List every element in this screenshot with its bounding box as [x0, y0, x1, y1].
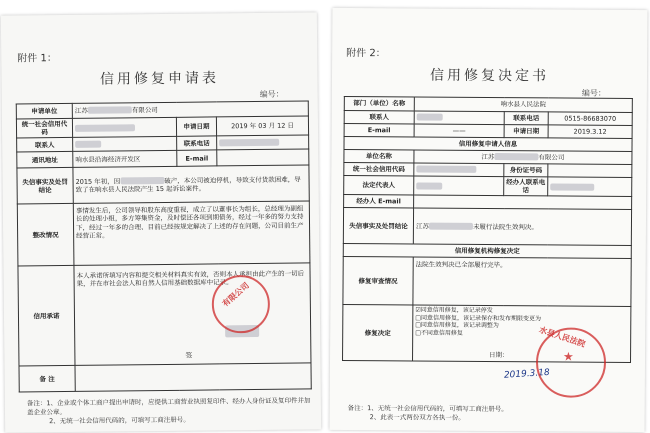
sign-date-label: 日期： [489, 351, 509, 360]
dept-label: 部门（单位）名称 [344, 96, 414, 110]
promise-text: 本人承诺所填写内容和提交相关材料真实有效，否则本人承担由此产生的一切后果，并在市社会法人和自然人信用基础数据库中记录。 [76, 269, 305, 289]
note-2: 2、无统一社会信用代码的，可填写工商注册号。 [49, 415, 190, 425]
phone-value: 0515-86683070 [548, 112, 632, 126]
company-seal-text: 有限公司 [220, 280, 251, 309]
redaction-blur [416, 166, 476, 173]
form-title: 信用修复申请表 [99, 70, 220, 88]
contact-label: 联系人 [17, 138, 73, 153]
review-value: 法院生效判决已全部履行完毕。 [413, 257, 631, 307]
promise-value [74, 263, 311, 365]
legal-label: 法定代表人 [344, 175, 414, 195]
redaction-blur [429, 223, 473, 230]
email-label: E-mail [344, 123, 414, 136]
option-approve-adjust: □同意信用修复，该记录调整为 [415, 321, 499, 330]
phone-label: 联系电话 [177, 136, 217, 150]
redaction-blur [219, 139, 279, 147]
rectify-value: 事情发生后，公司领导和股东高度重视，成立了以董事长为组长，总经理为副组长的处理小组，多方筹集资金，及时偿还各项到期债务，经过一年多的努力支持下，经过一年多的合理、目前已经按规定解决了上述的存在问题，公司目前生产经营正常。 [73, 201, 310, 265]
redaction-blur [550, 183, 594, 190]
decision-header: 信用修复机构修复决定 [343, 244, 631, 259]
redaction-blur [75, 124, 135, 132]
dept-value: 响水县人民法院 [414, 97, 632, 113]
agent-phone-label: 经办人联系电话 [504, 177, 548, 197]
application-table [16, 100, 312, 392]
decision-table [342, 96, 633, 363]
signature-label: 签 [185, 351, 193, 360]
form-notes [27, 396, 311, 425]
credit-code-label: 统一社会信用代码 [16, 118, 72, 138]
applicant-info-header: 信用修复申请人信息 [344, 136, 632, 151]
applicant-label: 申请单位 [16, 103, 72, 119]
email-value: —— [414, 124, 504, 138]
credit-code-value [414, 163, 504, 177]
redaction-blur [75, 141, 101, 148]
id-value [548, 164, 632, 178]
contact-label: 联系人 [344, 110, 414, 123]
agent-phone-value [548, 177, 632, 197]
applicant-value: 江苏 有限公司 [72, 101, 308, 118]
date-value: 2019.3.12 [548, 125, 632, 139]
option-approve-period: □同意信用修复，该记录保存和发布期限变更为 [415, 314, 542, 323]
note-2: 2、此表一式两份双方各执一份。 [369, 412, 465, 422]
contact-value [414, 111, 504, 125]
address-value: 响水县沿海经济开发区 [73, 151, 177, 168]
redaction-blur [417, 114, 443, 121]
doc-number-label: 编号： [581, 88, 606, 98]
facts-label: 失信事实及处罚结论 [343, 208, 413, 244]
note-1: 备注：1、无统一社会信用代码的，可填写工商注册号。 [347, 404, 508, 414]
phone-value [217, 135, 309, 150]
application-form-sheet [1, 12, 321, 432]
redaction-blur [416, 182, 442, 189]
facts-value: 2015 年初，因 破产，本公司被迫停机，导致支付货款困难，导致了在响水县人民法院产生 15 起诉讼案件。 [73, 165, 309, 203]
remark-value [75, 363, 311, 391]
redaction-blur [494, 153, 538, 160]
unit-label: 单位名称 [344, 149, 414, 162]
rectify-label: 整改情况 [17, 204, 74, 267]
credit-code-value [72, 117, 176, 137]
email-value [217, 149, 309, 166]
attachment-label: 附件 1： [17, 53, 57, 65]
unit-value: 江苏 有限公司 [414, 150, 632, 165]
remark-label: 备 注 [19, 366, 75, 393]
form-notes [348, 404, 634, 424]
contact-value [73, 137, 177, 152]
facts-label: 失信事实及处罚结论 [17, 168, 73, 205]
option-reject: □不同意信用修复 [415, 329, 463, 337]
option-approve-stop: ☑同意信用修复，该记录停发 [415, 306, 493, 315]
agent-email-label: 经办人 E-mail [344, 195, 414, 208]
form-title: 信用修复决定书 [429, 67, 550, 85]
decision-form-sheet [330, 8, 648, 432]
redaction-blur [88, 107, 132, 114]
apply-date-label: 申请日期 [176, 117, 216, 137]
apply-date-value: 2019 年 03 月 12 日 [216, 116, 308, 136]
legal-value [414, 176, 504, 196]
seal-star-icon: ★ [562, 349, 574, 364]
review-label: 修复审查情况 [343, 257, 413, 305]
handwritten-date: 2019.3.18 [503, 367, 551, 381]
promise-label: 信用承诺 [18, 266, 75, 367]
email-label: E-mail [177, 150, 217, 166]
phone-label: 联系电话 [504, 112, 548, 125]
attachment-label: 附件 2： [346, 48, 386, 60]
court-seal-text: 水县人民法院 [537, 325, 587, 349]
note-1: 备注：1、企业或个体工商户提出申请时，应提供工商营业执照复印件、经办人身份证及复印件并加盖企业公章。 [26, 396, 311, 417]
credit-code-label: 统一社会信用代码 [344, 162, 414, 175]
doc-number-label: 编号： [259, 89, 284, 99]
facts-value: 江苏 未履行法院生效判决。 [413, 208, 631, 246]
date-label: 申请日期 [504, 125, 548, 138]
decision-label: 修复决定 [343, 305, 413, 361]
redaction-blur [120, 177, 164, 184]
address-label: 通讯地址 [17, 152, 73, 169]
id-label: 身份证号码 [504, 164, 548, 177]
